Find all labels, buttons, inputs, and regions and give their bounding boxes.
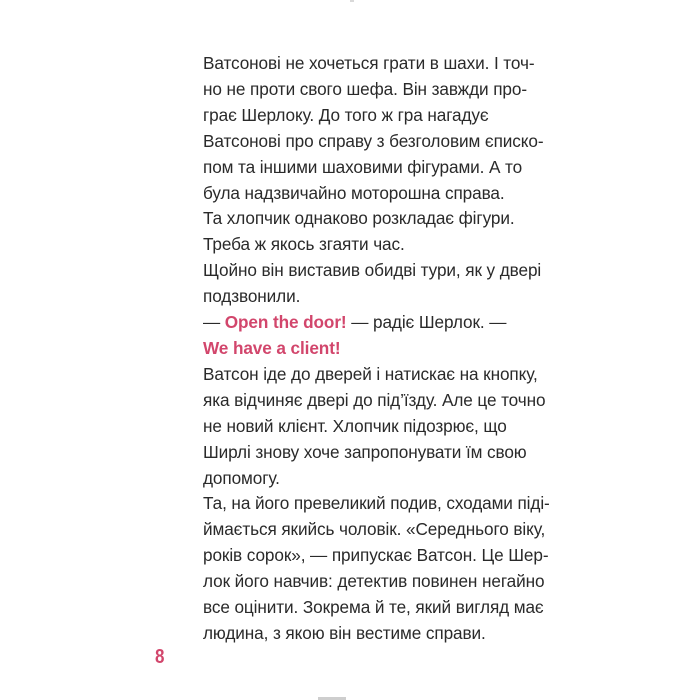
dialogue-line-2: [203, 336, 543, 362]
text-line-17: допомогу.: [203, 467, 280, 488]
text-line-1: Ватсонові не хочеться грати в шахи. І точ-: [203, 53, 535, 73]
text-line-20: років сорок», — припускає Ватсон. Це Шер-: [203, 545, 549, 566]
body-text: [203, 51, 550, 647]
text-line-8: Треба ж якось згаяти час.: [203, 234, 405, 255]
text-line-13: Ватсон іде до дверей і натискає на кнопку,: [203, 363, 538, 384]
text-line-4: Ватсонові про справу з безголовим єписко-: [203, 130, 544, 151]
dialogue-line-1: [203, 310, 543, 336]
dialogue-phrase-client: We have a client!: [203, 337, 341, 358]
text-line-21: лок його навчив: детектив повинен негайно: [203, 571, 545, 592]
text-line-10: подзвонили.: [203, 286, 301, 307]
text-line-6: була надзвичайно моторошна справа.: [203, 182, 505, 203]
text-line-22: все оцінити. Зокрема й те, який вигляд має: [203, 597, 544, 618]
top-edge-mark: [350, 0, 354, 2]
text-line-7: Та хлопчик однаково розкладає фігури.: [203, 208, 515, 229]
text-line-14: яка відчиняє двері до під’їзду. Але це точно: [203, 389, 546, 410]
text-line-16: Ширлі знову хоче запропонувати їм свою: [203, 441, 527, 462]
text-line-3: грає Шерлоку. До того ж гра нагадує: [203, 104, 489, 125]
text-line-19: ймається якийсь чоловік. «Середнього віку,: [203, 519, 546, 540]
text-line-23: людина, з якою він вестиме справи.: [203, 622, 486, 643]
dialogue-attribution: — радіє Шерлок. —: [346, 312, 507, 333]
dialogue-dash: —: [203, 312, 225, 333]
text-line-2: но не проти свого шефа. Він завжди про-: [203, 78, 527, 99]
text-line-5: пом та іншими шаховими фігурами. А то: [203, 156, 523, 177]
text-line-9: Щойно він виставив обидві тури, як у двері: [203, 260, 542, 281]
text-line-15: не новий клієнт. Хлопчик підозрює, що: [203, 415, 507, 436]
page-number: 8: [155, 646, 165, 668]
text-line-18: Та, на його превеликий подив, сходами піді-: [203, 493, 550, 514]
dialogue-phrase-open-door: Open the door!: [224, 312, 347, 333]
